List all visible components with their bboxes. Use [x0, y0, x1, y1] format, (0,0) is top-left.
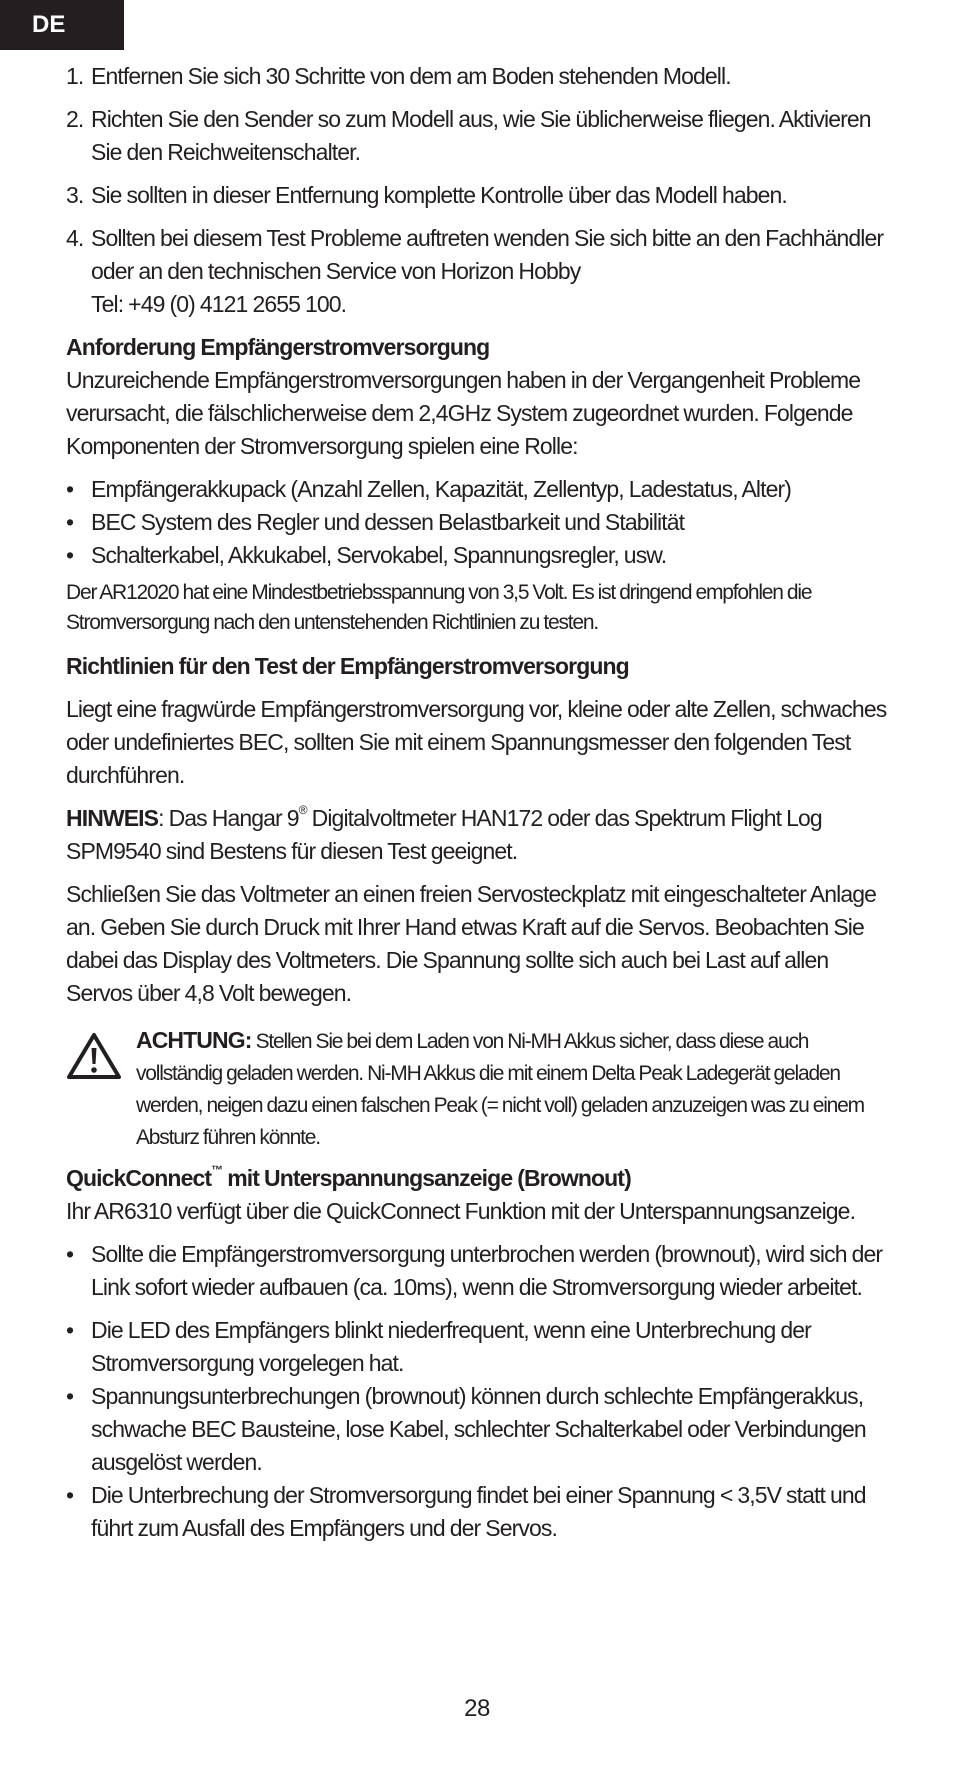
- step-text: Richten Sie den Sender so zum Modell aus, wie Sie üblicherweise fliegen. Aktivieren Sie den Reichweitenschalter.: [91, 106, 871, 165]
- step-text: Sollten bei diesem Test Probleme auftreten wenden Sie sich bitte an den Fachhändler oder an den technischen Service von Horizon Hobby: [91, 225, 884, 284]
- step-text: Sie sollten in dieser Entfernung komplette Kontrolle über das Modell haben.: [91, 182, 787, 208]
- registered-mark: ®: [298, 803, 307, 817]
- step-number: 4.: [66, 225, 84, 251]
- list-item: [66, 1380, 889, 1479]
- list-item-text: Sollte die Empfängerstromversorgung unterbrochen werden (brownout), wird sich der Link sofort wieder aufbauen (ca. 10ms), wenn die Stromversorgung wieder arbeitet.: [91, 1241, 883, 1300]
- hinweis-text-b: Digitalvoltmeter HAN172 oder das Spektrum Flight Log SPM9540 sind Bestens für diesen Test geeignet.: [66, 805, 822, 864]
- section-heading-quickconnect: [66, 1162, 889, 1195]
- bullet-icon: •: [66, 1241, 74, 1267]
- step-phone: Tel: +49 (0) 4121 2655 100.: [91, 291, 347, 317]
- warning-label: ACHTUNG:: [136, 1027, 252, 1053]
- list-item: [66, 506, 889, 539]
- quickconnect-label: QuickConnect: [66, 1165, 212, 1191]
- section-intro: Unzureichende Empfängerstromversorgungen haben in der Vergangenheit Probleme verursacht, die fälschlicherweise dem 2,4GHz System zugeordnet wurden. Folgende Komponenten der Stromversorgung spielen eine Rolle:: [66, 367, 861, 459]
- voltage-note: Der AR12020 hat eine Mindestbetriebsspannung von 3,5 Volt. Es ist dringend empfohlen die Stromversorgung nach den untenstehenden Richtlinien zu testen.: [66, 581, 812, 634]
- warning-body: Stellen Sie bei dem Laden von Ni-MH Akkus sicher, dass diese auch vollständig geladen werden. Ni-MH Akkus die mit einem Delta Peak Ladegerät geladen werden, neigen dazu einen falschen Peak (= nicht voll) geladen anzuzeigen was zu einem Absturz führen könnte.: [136, 1030, 864, 1149]
- bullet-icon: •: [66, 1482, 74, 1508]
- list-item-text: Empfängerakkupack (Anzahl Zellen, Kapazität, Zellentyp, Ladestatus, Alter): [91, 476, 792, 502]
- bullet-icon: •: [66, 542, 74, 568]
- list-item-text: Die Unterbrechung der Stromversorgung findet bei einer Spannung < 3,5V statt und führt zum Ausfall des Empfängers und der Servos.: [91, 1482, 866, 1541]
- bullet-icon: •: [66, 509, 74, 535]
- list-item-text: Schalterkabel, Akkukabel, Servokabel, Spannungsregler, usw.: [91, 542, 667, 568]
- warning-icon: [66, 1032, 122, 1080]
- test-intro: Liegt eine fragwürde Empfängerstromversorgung vor, kleine oder alte Zellen, schwaches oder undefiniertes BEC, sollten Sie mit einem Spannungsmesser den folgenden Test durchführen.: [66, 696, 887, 788]
- quickconnect-heading-rest: mit Unterspannungsanzeige (Brownout): [222, 1165, 631, 1191]
- step-number: 1.: [66, 63, 84, 89]
- list-item: [66, 539, 889, 572]
- test-procedure: Schließen Sie das Voltmeter an einen freien Servosteckplatz mit eingeschalteter Anlage an. Geben Sie durch Druck mit Ihrer Hand etwas Kraft auf die Servos. Beobachten Sie dabei das Display des Voltmeters. Die Spannung sollte sich auch bei Last auf allen Servos über 4,8 Volt bewegen.: [66, 881, 876, 1006]
- list-item: [66, 1479, 889, 1545]
- language-tab: DE: [0, 0, 124, 50]
- bullet-icon: •: [66, 476, 74, 502]
- list-item: [66, 1238, 889, 1304]
- list-item: [66, 473, 889, 506]
- list-item-text: Spannungsunterbrechungen (brownout) können durch schlechte Empfängerakkus, schwache BEC Bausteine, lose Kabel, schlechter Schalterkabel oder Verbindungen ausgelöst werden.: [91, 1383, 866, 1475]
- list-item-text: BEC System des Regler und dessen Belastbarkeit und Stabilität: [91, 509, 685, 535]
- hinweis-text-a: : Das Hangar 9: [158, 805, 299, 831]
- section-heading-power-requirements: Anforderung Empfängerstromversorgung: [66, 334, 490, 360]
- step-1: [66, 60, 889, 93]
- step-3: [66, 179, 889, 212]
- list-item-text: Die LED des Empfängers blinkt niederfrequent, wenn eine Unterbrechung der Stromversorgung vorgelegen hat.: [91, 1317, 811, 1376]
- page-content: [66, 60, 889, 1545]
- bullet-icon: •: [66, 1317, 74, 1343]
- step-number: 2.: [66, 106, 84, 132]
- hinweis-label: HINWEIS: [66, 805, 159, 831]
- trademark-mark: ™: [211, 1163, 223, 1177]
- step-number: 3.: [66, 182, 84, 208]
- step-2: [66, 103, 889, 169]
- step-4: [66, 222, 889, 321]
- section-heading-test-guidelines: Richtlinien für den Test der Empfängerstromversorgung: [66, 653, 629, 679]
- warning-block: [66, 1024, 889, 1154]
- page-number: 28: [464, 1695, 490, 1722]
- step-text: Entfernen Sie sich 30 Schritte von dem am Boden stehenden Modell.: [91, 63, 731, 89]
- warning-text: [136, 1024, 889, 1154]
- list-item: [66, 1314, 889, 1380]
- bullet-icon: •: [66, 1383, 74, 1409]
- quickconnect-intro: Ihr AR6310 verfügt über die QuickConnect Funktion mit der Unterspannungsanzeige.: [66, 1198, 856, 1224]
- hinweis-note: [66, 802, 889, 868]
